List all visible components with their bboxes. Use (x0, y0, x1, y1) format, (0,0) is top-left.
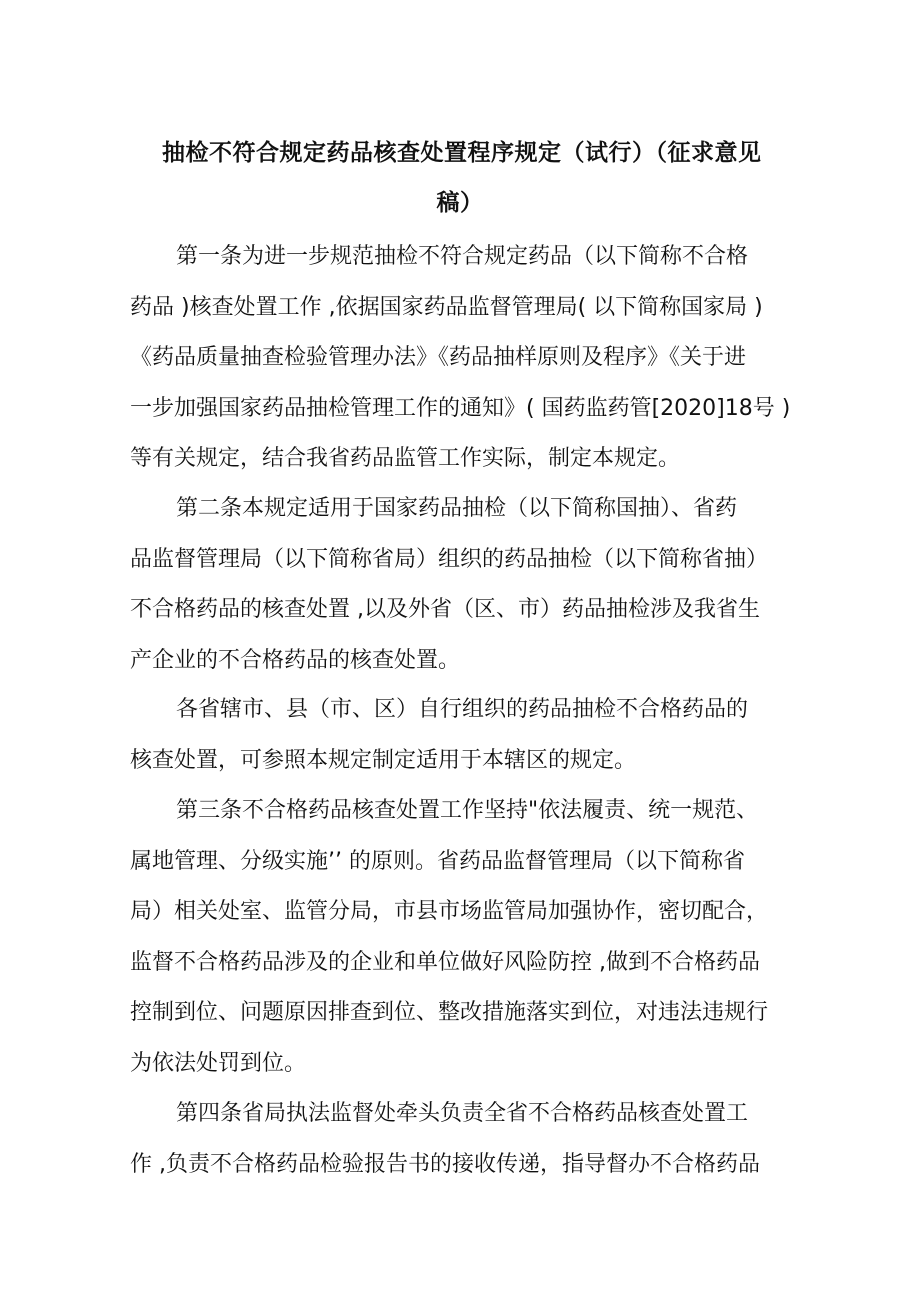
paragraph-line: 局）相关处室、监管分局，市县市场监管局加强协作，密切配合， (130, 899, 769, 924)
paragraph-line: 第四条省局执法监督处牵头负责全省不合格药品核查处置工 (176, 1101, 749, 1126)
title-line-2: 稿） (436, 190, 484, 216)
paragraph-local-provision (130, 685, 810, 786)
paragraph-line: 核查处置，可参照本规定制定适用于本辖区的规定。 (130, 747, 637, 773)
paragraph-line: 为依法处罚到位。 (130, 1050, 307, 1076)
paragraph-line: 第二条本规定适用于国家药品抽检（以下简称国抽）、省药 (176, 496, 738, 521)
paragraph-article-3 (130, 786, 810, 1089)
paragraph-article-2 (130, 484, 810, 686)
paragraph-line: 不合格药品的核查处置 ,以及外省（区、市）药品抽检涉及我省生 (130, 597, 760, 622)
paragraph-line: 产企业的不合格药品的核查处置。 (130, 647, 461, 673)
paragraph-line: 第三条不合格药品核查处置工作坚持"依法履责、统一规范、 (176, 798, 759, 823)
paragraph-line: 等有关规定，结合我省药品监管工作实际，制定本规定。 (130, 446, 681, 471)
paragraph-line: 药品 )核查处置工作 ,依据国家药品监督管理局( 以下简称国家局 ) (130, 294, 763, 320)
paragraph-line: 作 ,负责不合格药品检验报告书的接收传递，指导督办不合格药品 (130, 1151, 760, 1177)
paragraph-article-4 (130, 1089, 810, 1190)
paragraph-line: 控制到位、问题原因排查到位、整改措施落实到位，对违法违规行 (130, 1000, 769, 1025)
paragraph-line: 《药品质量抽查检验管理办法》《药品抽样原则及程序》《关于进 (130, 345, 747, 370)
paragraph-line: 监督不合格药品涉及的企业和单位做好风险防控 ,做到不合格药品 (130, 949, 760, 975)
paragraph-line: 各省辖市、县（市、区）自行组织的药品抽检不合格药品的 (176, 697, 749, 722)
paragraph-line: 一步加强国家药品抽检管理工作的通知》( 国药监药管[2020]18号 ) (130, 395, 791, 421)
paragraph-line: 属地管理、分级实施’’ 的原则。省药品监督管理局（以下简称省 (130, 848, 745, 874)
title-line-1: 抽检不符合规定药品核查处置程序规定（试行）（征求意见 (162, 140, 762, 166)
paragraph-line: 第一条为进一步规范抽检不符合规定药品（以下简称不合格 (176, 244, 749, 269)
paragraph-line: 品监督管理局（以下简称省局）组织的药品抽检（以下简称省抽） (130, 546, 769, 572)
document-title (130, 128, 790, 228)
paragraph-article-1 (130, 232, 810, 485)
